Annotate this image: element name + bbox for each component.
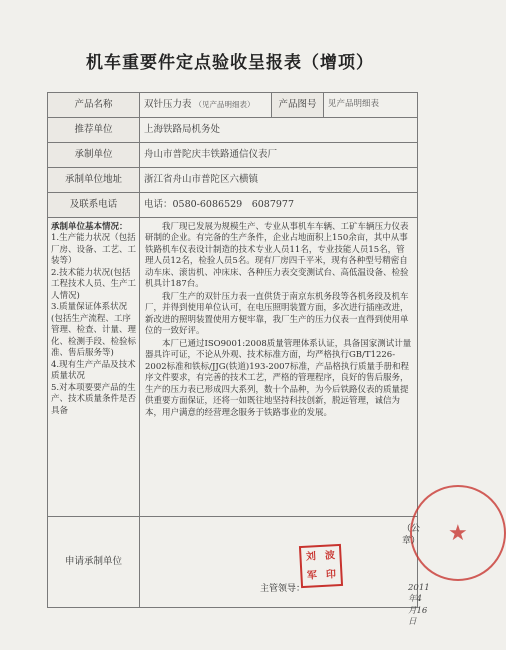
recommend-value: 上海铁路局机务处 <box>140 118 418 143</box>
criteria-item: 2.技术能力状况(包括工程技术人员、生产工人情况) <box>51 267 137 301</box>
criteria-title: 承制单位基本情况： <box>51 222 128 232</box>
signature-cell <box>140 517 468 628</box>
body-paragraph: 我厂现已发展为规模生产、专业从事机车车辆、工矿车辆压力仪表研制的企业。有完备的生产条件，企业占地面积上150余亩，其中从事铁路机车仪表设计制造的技术专业人员11名，专业技能人员15名，管理人员12名，检验人员5名。现有厂房四千平米，现有各种型号精密自动车床、滚齿机、冲床床、各种压力表交变测试台、高低温设备、检验机具计187台。 <box>145 222 409 290</box>
personal-stamp-icon <box>299 544 343 588</box>
row-applicant <box>48 517 418 608</box>
criteria-item: 3.质量保证体系状况(包括生产流程、工序管理、检查、计量、理化、检测手段、检验标准、售后服务等) <box>51 302 137 359</box>
criteria-item: 5.对本项要要产品的生产、技术质量条件是否具备 <box>51 382 137 416</box>
product-name-note: （见产品明细表） <box>194 99 255 109</box>
row-recommend <box>48 118 418 143</box>
seal-star-icon: ★ <box>448 521 468 546</box>
product-name-cell <box>140 93 272 118</box>
report-form-table <box>47 92 468 628</box>
page-title: 机车重要件定点验收呈报表（增项） <box>86 53 374 73</box>
stamp-char: 波 <box>324 550 336 562</box>
row-maker <box>48 143 418 168</box>
company-seal-icon <box>410 485 506 581</box>
leader-label: 主管领导： <box>260 584 306 594</box>
product-name-label: 产品名称 <box>48 93 140 118</box>
body-paragraph: 本厂已通过ISO9001:2008质量管理体系认证，具备国家测试计量器具许可证，不论从外观、技术标准方面，均严格执行GB/T1226-2002标准和铁标/JJG(铁道)193-2007标准，产品格执行质量手册和程序文件要求，有完善的技术工艺，严格的管理程序，良好的售后服务，生产的压力表已形成四大系列，数十个品种，为今后铁路仪表的质量提供重要方面保证，还将一如既往地坚持科技创新，脱远管理，诚信为本，用户满意的经营理念服务于铁路事业的发展。 <box>145 338 412 418</box>
criteria-item: 1.生产能力状况（包括厂房、设备、工艺、工装等） <box>51 233 137 267</box>
row-product <box>48 93 418 118</box>
signature-date: 2011年4月16日 <box>408 583 430 628</box>
signature-zone <box>140 519 468 628</box>
phone-label: 及联系电话 <box>48 193 140 218</box>
public-seal-mark: （公章） <box>402 524 421 547</box>
maker-value: 舟山市普陀庆丰铁路通信仪表厂 <box>140 143 418 168</box>
apply-label: 申请承制单位 <box>48 517 140 608</box>
row-address <box>48 168 418 193</box>
row-phone <box>48 193 418 218</box>
phone-value: 电话：0580-6086529 6087977 <box>140 193 418 218</box>
stamp-char: 军 <box>306 569 318 582</box>
address-value: 浙江省舟山市普陀区六横镇 <box>140 168 418 193</box>
stamp-char: 印 <box>325 568 337 581</box>
product-name-value: 双针压力表 <box>144 98 192 110</box>
criteria-list <box>48 218 140 517</box>
body-paragraph: 我厂生产的双针压力表一直供货于南京东机务段等各机务段及机车厂，并得到使用单位认可，在电压照明装置方面，多次进行插座改进，新改进的照明装置使用方便牢靠，我厂生产的压力仪表一直得到使用单位的一致好评。 <box>145 291 409 337</box>
maker-label: 承制单位 <box>48 143 140 168</box>
recommend-label: 推荐单位 <box>48 118 140 143</box>
criteria-item: 4.现有生产产品及技术质量状况 <box>51 359 136 382</box>
product-model-label: 产品图号 <box>272 93 324 118</box>
address-label: 承制单位地址 <box>48 168 140 193</box>
row-basic-info <box>48 218 418 517</box>
situation-description <box>140 218 418 517</box>
stamp-char: 刘 <box>305 551 317 563</box>
product-model-value: 见产品明细表 <box>324 93 418 118</box>
